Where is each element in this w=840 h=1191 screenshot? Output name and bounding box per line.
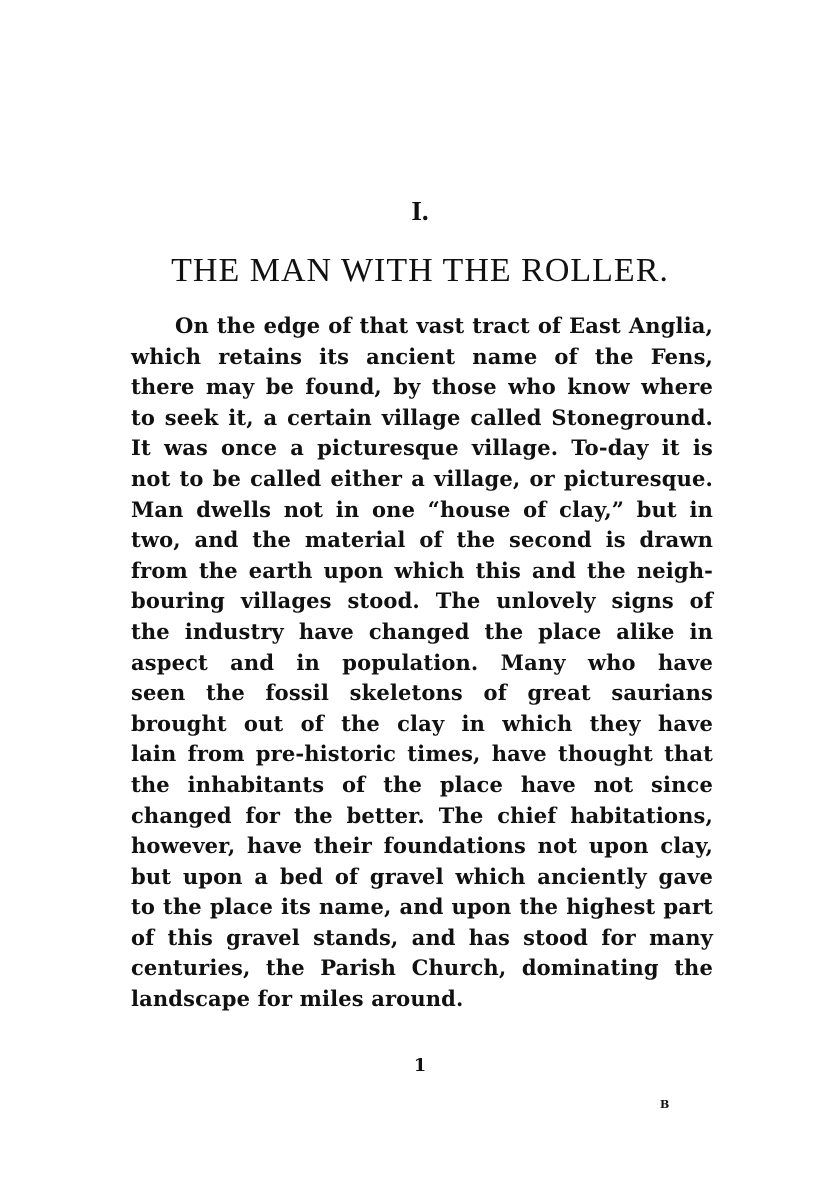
text-line: to the place its name, and upon the highest part: [131, 894, 713, 920]
text-line: Man dwells not in one “house of clay,” but in: [131, 496, 713, 522]
chapter-number: I.: [411, 196, 429, 226]
text-line: the industry have changed the place alike in: [131, 618, 713, 644]
text-line: from the earth upon which this and the neigh-: [131, 557, 713, 583]
text-line: centuries, the Parish Church, dominating the: [131, 955, 713, 981]
text-line: however, have their foundations not upon clay,: [131, 833, 713, 859]
text-line: not to be called either a village, or picturesque.: [131, 465, 713, 491]
text-line: landscape for miles around.: [131, 986, 464, 1012]
text-line: brought out of the clay in which they have: [131, 710, 713, 736]
text-line: the inhabitants of the place have not since: [131, 771, 713, 797]
text-line: changed for the better. The chief habitations,: [131, 802, 713, 828]
signature-mark: B: [660, 1098, 670, 1111]
text-line: which retains its ancient name of the Fens,: [131, 343, 713, 369]
text-line: bouring villages stood. The unlovely signs of: [131, 588, 713, 614]
text-line: two, and the material of the second is drawn: [131, 527, 713, 553]
text-line: lain from pre-historic times, have thought that: [131, 741, 713, 767]
text-line: On the edge of that vast tract of East Anglia,: [175, 313, 713, 338]
text-line: It was once a picturesque village. To-day it is: [131, 435, 713, 461]
text-line: of this gravel stands, and has stood for many: [131, 924, 713, 950]
chapter-title: THE MAN WITH THE ROLLER.: [171, 252, 669, 289]
text-line: to seek it, a certain village called Stoneground.: [131, 404, 713, 430]
text-line: aspect and in population. Many who have: [131, 649, 713, 675]
text-line: there may be found, by those who know where: [131, 374, 713, 400]
body-paragraph: [131, 311, 713, 1015]
page-number: 1: [413, 1055, 427, 1076]
text-line: seen the fossil skeletons of great saurians: [131, 680, 713, 706]
text-line: but upon a bed of gravel which anciently gave: [131, 863, 713, 889]
